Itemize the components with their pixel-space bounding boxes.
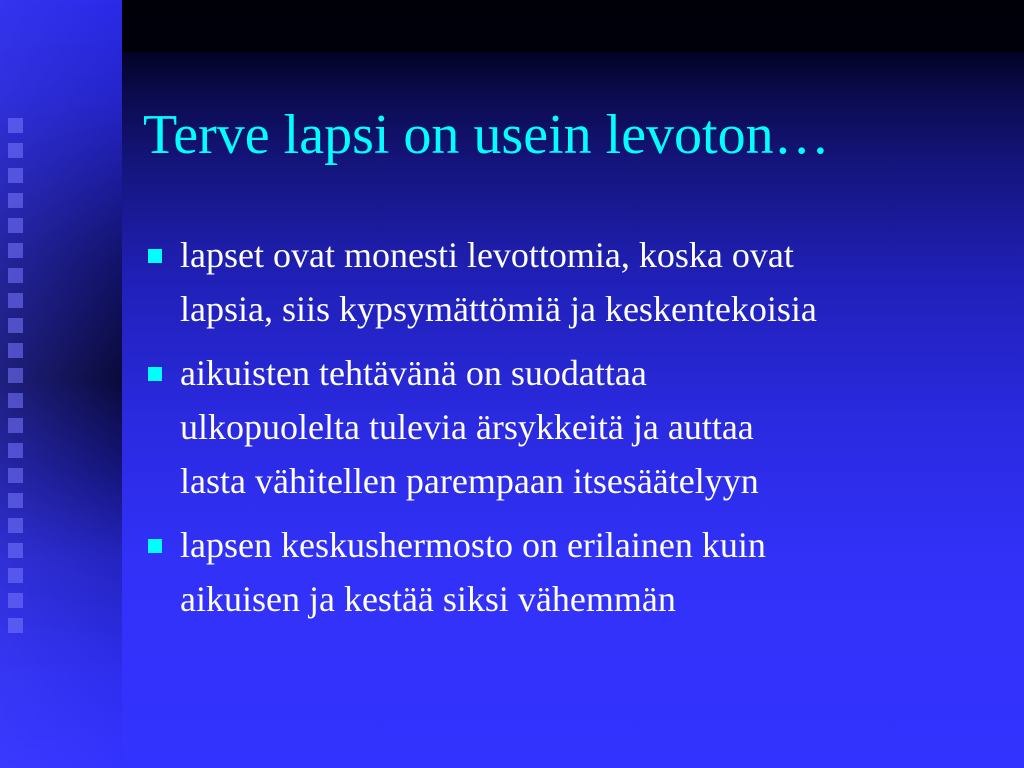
top-dark-bar [122, 0, 1024, 52]
decorative-squares-column [8, 118, 28, 643]
bullet-item [143, 518, 1013, 626]
bullet-line: lapsia, siis kypsymättömiä ja keskentekoisia [180, 289, 817, 329]
decorative-square [8, 443, 23, 458]
bullet-list [143, 228, 1013, 636]
bullet-line: aikuisten tehtävänä on suodattaa [180, 353, 647, 393]
decorative-square [8, 293, 23, 308]
decorative-square [8, 568, 23, 583]
decorative-square [8, 143, 23, 158]
decorative-square [8, 393, 23, 408]
slide-title: Terve lapsi on usein levoton… [143, 104, 830, 166]
bullet-line: ulkopuolelta tulevia ärsykkeitä ja auttaa [180, 407, 754, 447]
decorative-square [8, 493, 23, 508]
square-bullet-icon [148, 367, 162, 381]
bullet-line: lapsen keskushermosto on erilainen kuin [180, 525, 766, 565]
decorative-square [8, 543, 23, 558]
decorative-square [8, 368, 23, 383]
decorative-square [8, 593, 23, 608]
decorative-square [8, 618, 23, 633]
bullet-item [143, 228, 1013, 336]
decorative-square [8, 343, 23, 358]
square-bullet-icon [148, 539, 162, 553]
decorative-square [8, 193, 23, 208]
decorative-square [8, 318, 23, 333]
bullet-line: lasta vähitellen parempaan itsesäätelyyn [180, 461, 759, 501]
decorative-square [8, 168, 23, 183]
decorative-square [8, 518, 23, 533]
bullet-line: aikuisen ja kestää siksi vähemmän [180, 579, 676, 619]
decorative-square [8, 268, 23, 283]
bullet-line: lapset ovat monesti levottomia, koska ovat [180, 235, 794, 275]
decorative-square [8, 418, 23, 433]
decorative-square [8, 468, 23, 483]
decorative-square [8, 118, 23, 133]
square-bullet-icon [148, 249, 162, 263]
bullet-item [143, 346, 1013, 508]
decorative-square [8, 218, 23, 233]
decorative-square [8, 243, 23, 258]
